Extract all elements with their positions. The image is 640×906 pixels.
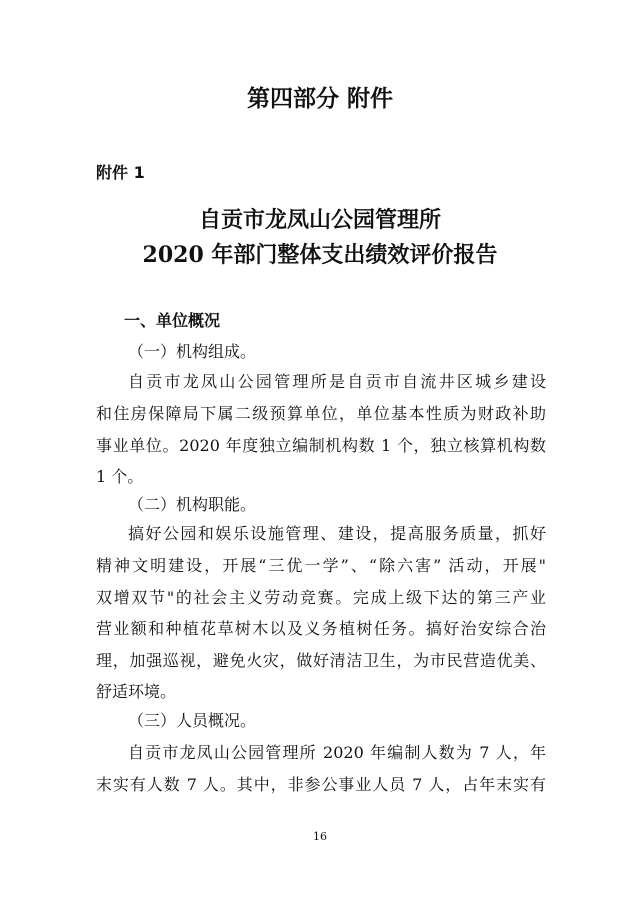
paragraph-line: 末实有人数 7 人。其中，非参公事业人员 7 人，占年末实有 bbox=[96, 775, 546, 794]
paragraph-line: 双增双节"的社会主义劳动竞赛。完成上级下达的第三产业 bbox=[96, 588, 546, 607]
paragraph-line: 理，加强巡视，避免火灾，做好清洁卫生，为市民营造优美、 bbox=[96, 651, 546, 670]
subheading-org-functions: （二）机构职能。 bbox=[128, 495, 257, 514]
paragraph-line: 和住房保障局下属二级预算单位，单位基本性质为财政补助 bbox=[96, 404, 546, 423]
paragraph-line: 搞好公园和娱乐设施管理、建设，提高服务质量，抓好 bbox=[128, 524, 546, 543]
paragraph-line: 自贡市龙凤山公园管理所是自贡市自流井区城乡建设 bbox=[128, 372, 546, 391]
paragraph-line: 自贡市龙凤山公园管理所 2020 年编制人数为 7 人，年 bbox=[128, 743, 546, 762]
section-heading-unit-overview: 一、单位概况 bbox=[124, 311, 221, 330]
paragraph-line: 精神文明建设，开展“三优一学”、“除六害” 活动，开展" bbox=[96, 556, 546, 575]
annex-label: 附件 1 bbox=[96, 163, 145, 182]
paragraph-line: 营业额和种植花草树木以及义务植树任务。搞好治安综合治 bbox=[96, 619, 546, 638]
paragraph-line: 1 个。 bbox=[96, 467, 144, 486]
report-title-line-1: 自贡市龙凤山公园管理所 bbox=[198, 207, 441, 233]
paragraph-line: 舒适环境。 bbox=[96, 682, 177, 701]
part-title: 第四部分 附件 bbox=[246, 86, 393, 112]
paragraph-line: 事业单位。2020 年度独立编制机构数 1 个，独立核算机构数 bbox=[96, 436, 546, 455]
subheading-org-composition: （一）机构组成。 bbox=[128, 342, 257, 361]
subheading-staff-overview: （三）人员概况。 bbox=[128, 711, 257, 730]
report-title-line-2: 2020 年部门整体支出绩效评价报告 bbox=[142, 242, 498, 268]
page-number: 16 bbox=[313, 830, 327, 843]
